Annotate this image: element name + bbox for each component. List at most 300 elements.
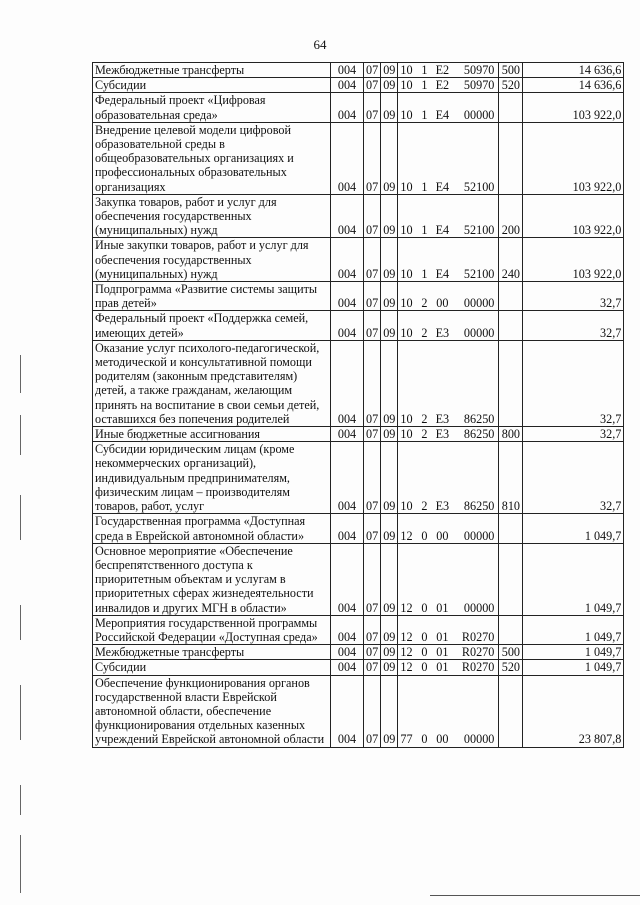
row-amount xyxy=(523,660,624,675)
row-pr xyxy=(381,63,398,78)
row-name xyxy=(93,514,331,543)
row-gr-text: 004 xyxy=(337,499,357,514)
row-program-code-part: 12 xyxy=(400,645,413,660)
row-gr xyxy=(331,238,364,282)
row-rz-text: 07 xyxy=(366,629,379,644)
row-pr xyxy=(381,427,398,442)
row-pr xyxy=(381,78,398,93)
row-program-code-part: 1 xyxy=(421,179,428,194)
page-number: 64 xyxy=(313,37,327,52)
row-gr-text: 004 xyxy=(337,63,357,77)
row-gr-text: 004 xyxy=(337,660,357,675)
row-program-code-part: R0270 xyxy=(461,660,495,675)
row-gr-text: 004 xyxy=(337,325,357,340)
row-rz-text: 07 xyxy=(366,325,379,340)
row-program-code-part: 01 xyxy=(436,645,449,660)
row-program-code-part: 50970 xyxy=(463,63,495,77)
row-pr-text: 09 xyxy=(383,645,396,660)
row-gr xyxy=(331,122,364,194)
row-pr xyxy=(381,442,398,514)
row-amount xyxy=(523,63,624,78)
row-program-code-part: 50970 xyxy=(463,78,495,93)
table-row xyxy=(93,543,624,615)
row-pr xyxy=(381,645,398,660)
table-row xyxy=(93,63,624,78)
table-row xyxy=(93,311,624,340)
row-gr xyxy=(331,78,364,93)
row-name-text: Межбюджетные трансферты xyxy=(95,63,245,77)
row-pr-text: 09 xyxy=(383,325,396,340)
row-program-code xyxy=(398,514,499,543)
row-name xyxy=(93,615,331,644)
row-program-code xyxy=(398,340,499,426)
row-program-code xyxy=(398,543,499,615)
row-gr xyxy=(331,615,364,644)
table-row xyxy=(93,660,624,675)
row-pr-text: 09 xyxy=(383,660,396,675)
row-program-code-part: E4 xyxy=(435,107,450,122)
row-program-code-part: 2 xyxy=(421,427,428,442)
row-program-code-part: 01 xyxy=(436,600,449,615)
row-name-text: Субсидии юридическим лицам (кроме некоммерческих организаций), индивидуальным предпринимателям, физическим лицам – производителям товаров, работ, услуг xyxy=(95,442,295,514)
row-pr xyxy=(381,615,398,644)
row-pr-text: 09 xyxy=(383,411,396,426)
row-vr xyxy=(499,442,523,514)
row-pr xyxy=(381,238,398,282)
row-program-code-part: 2 xyxy=(421,411,428,426)
row-program-code xyxy=(398,427,499,442)
row-name xyxy=(93,675,331,747)
row-rz xyxy=(364,645,381,660)
row-program-code-part: 1 xyxy=(421,107,428,122)
row-program-code-part: 0 xyxy=(421,629,428,644)
row-vr xyxy=(499,78,523,93)
row-pr-text: 09 xyxy=(383,732,396,747)
row-pr-text: 09 xyxy=(383,63,396,77)
row-pr xyxy=(381,675,398,747)
table-row xyxy=(93,194,624,238)
row-program-code-part: E3 xyxy=(435,499,450,514)
row-name-text: Подпрограмма «Развитие системы защиты прав детей» xyxy=(95,282,318,311)
row-name xyxy=(93,282,331,311)
row-rz xyxy=(364,93,381,122)
row-vr-text: 240 xyxy=(501,266,521,281)
row-program-code-part: E3 xyxy=(435,411,450,426)
row-pr-text: 09 xyxy=(383,179,396,194)
row-program-code-part: E3 xyxy=(435,427,450,442)
row-program-code-part: 12 xyxy=(400,629,413,644)
row-name xyxy=(93,311,331,340)
row-vr xyxy=(499,122,523,194)
table-row xyxy=(93,514,624,543)
row-vr xyxy=(499,311,523,340)
table-row xyxy=(93,93,624,122)
row-pr-text: 09 xyxy=(383,528,396,543)
row-rz-text: 07 xyxy=(366,427,379,442)
row-program-code-part: E4 xyxy=(435,179,450,194)
row-gr xyxy=(331,427,364,442)
row-rz-text: 07 xyxy=(366,179,379,194)
row-amount-text: 103 922,0 xyxy=(572,266,622,281)
row-name xyxy=(93,238,331,282)
row-amount xyxy=(523,427,624,442)
table-row xyxy=(93,675,624,747)
row-program-code-part: 2 xyxy=(421,499,428,514)
row-program-code xyxy=(398,660,499,675)
row-amount xyxy=(523,238,624,282)
table-row xyxy=(93,238,624,282)
row-program-code-part: 01 xyxy=(436,629,449,644)
row-program-code-part: 86250 xyxy=(463,411,495,426)
row-pr-text: 09 xyxy=(383,78,396,93)
row-gr-text: 004 xyxy=(337,411,357,426)
row-rz-text: 07 xyxy=(366,296,379,311)
row-program-code-part: E2 xyxy=(435,78,450,93)
row-rz-text: 07 xyxy=(366,411,379,426)
row-amount-text: 1 049,7 xyxy=(584,528,622,543)
row-program-code-part: 52100 xyxy=(463,266,495,281)
row-program-code-part: E2 xyxy=(435,63,450,77)
row-gr-text: 004 xyxy=(337,179,357,194)
row-program-code-part: 10 xyxy=(400,325,413,340)
row-pr xyxy=(381,122,398,194)
row-program-code-part: 00 xyxy=(436,296,449,311)
row-program-code-part: 0 xyxy=(421,660,428,675)
row-name-text: Основное мероприятие «Обеспечение беспрепятственного доступа к приоритетным объектам и услугам в приоритетных сферах жизнедеятельности инвалидов и других МГН в области» xyxy=(95,543,314,615)
row-rz xyxy=(364,615,381,644)
row-pr xyxy=(381,660,398,675)
row-program-code-part: 77 xyxy=(400,732,413,747)
row-gr xyxy=(331,340,364,426)
row-program-code xyxy=(398,93,499,122)
row-program-code-part: 10 xyxy=(400,63,413,77)
row-program-code-part: 00000 xyxy=(463,600,495,615)
table-row xyxy=(93,427,624,442)
row-program-code-part: R0270 xyxy=(461,629,495,644)
row-rz-text: 07 xyxy=(366,266,379,281)
row-program-code-part: 10 xyxy=(400,296,413,311)
row-program-code-part: E4 xyxy=(435,266,450,281)
row-pr-text: 09 xyxy=(383,296,396,311)
row-program-code-part: 12 xyxy=(400,660,413,675)
row-name-text: Межбюджетные трансферты xyxy=(95,645,245,660)
row-vr xyxy=(499,615,523,644)
row-vr-text: 520 xyxy=(501,78,521,93)
row-pr-text: 09 xyxy=(383,107,396,122)
row-amount xyxy=(523,543,624,615)
row-rz xyxy=(364,311,381,340)
row-name-text: Государственная программа «Доступная среда в Еврейской автономной области» xyxy=(95,514,306,543)
row-gr xyxy=(331,543,364,615)
row-name xyxy=(93,122,331,194)
row-program-code xyxy=(398,675,499,747)
row-gr-text: 004 xyxy=(337,427,357,442)
row-amount-text: 14 636,6 xyxy=(578,63,622,77)
row-gr xyxy=(331,63,364,78)
row-vr xyxy=(499,93,523,122)
row-program-code xyxy=(398,442,499,514)
row-program-code-part: E3 xyxy=(435,325,450,340)
row-amount-text: 1 049,7 xyxy=(584,660,622,675)
row-amount-text: 23 807,8 xyxy=(578,732,622,747)
row-pr-text: 09 xyxy=(383,600,396,615)
row-vr-text: 500 xyxy=(501,645,521,660)
row-name-text: Мероприятия государственной программы Российской Федерации «Доступная среда» xyxy=(95,615,318,644)
budget-table xyxy=(92,62,624,748)
row-gr-text: 004 xyxy=(337,107,357,122)
scan-margin-marks xyxy=(20,355,22,895)
row-pr-text: 09 xyxy=(383,427,396,442)
row-rz-text: 07 xyxy=(366,732,379,747)
row-pr xyxy=(381,514,398,543)
table-row xyxy=(93,340,624,426)
row-vr xyxy=(499,340,523,426)
row-vr xyxy=(499,238,523,282)
row-program-code-part: 1 xyxy=(421,78,428,93)
row-program-code-part: 2 xyxy=(421,325,428,340)
row-pr-text: 09 xyxy=(383,223,396,238)
row-amount-text: 1 049,7 xyxy=(584,629,622,644)
row-name-text: Обеспечение функционирования органов государственной власти Еврейской автономной области, обеспечение функционирования отдельных казенных учреждений Еврейской автономной области xyxy=(95,675,325,747)
row-name-text: Оказание услуг психолого-педагогической, методической и консультативной помощи родителям (законным представителям) детей, а также гражданам, желающим принять на воспитание в свои семьи детей, оставшихся без попечения родителей xyxy=(95,340,320,426)
row-amount xyxy=(523,675,624,747)
row-program-code xyxy=(398,194,499,238)
row-program-code xyxy=(398,122,499,194)
row-name-text: Иные закупки товаров, работ и услуг для обеспечения государственных (муниципальных) нужд xyxy=(95,238,309,281)
row-vr xyxy=(499,282,523,311)
table-row xyxy=(93,615,624,644)
row-amount xyxy=(523,615,624,644)
row-program-code-part: 10 xyxy=(400,179,413,194)
row-rz-text: 07 xyxy=(366,499,379,514)
row-amount xyxy=(523,442,624,514)
row-name xyxy=(93,194,331,238)
row-program-code-part: R0270 xyxy=(461,645,495,660)
row-rz xyxy=(364,63,381,78)
row-name-text: Закупка товаров, работ и услуг для обеспечения государственных (муниципальных) нужд xyxy=(95,194,277,238)
row-program-code-part: 52100 xyxy=(463,179,495,194)
row-pr xyxy=(381,282,398,311)
row-rz xyxy=(364,122,381,194)
row-rz-text: 07 xyxy=(366,78,379,93)
row-gr-text: 004 xyxy=(337,732,357,747)
row-rz xyxy=(364,675,381,747)
row-gr-text: 004 xyxy=(337,600,357,615)
row-program-code-part: 1 xyxy=(421,223,428,238)
row-rz-text: 07 xyxy=(366,107,379,122)
row-rz xyxy=(364,282,381,311)
row-program-code-part: 86250 xyxy=(463,499,495,514)
row-program-code-part: 0 xyxy=(421,528,428,543)
row-amount-text: 32,7 xyxy=(600,325,622,340)
row-name xyxy=(93,427,331,442)
row-name-text: Иные бюджетные ассигнования xyxy=(95,427,261,442)
table-row xyxy=(93,645,624,660)
row-program-code-part: 12 xyxy=(400,528,413,543)
row-gr xyxy=(331,93,364,122)
row-rz-text: 07 xyxy=(366,660,379,675)
table-row xyxy=(93,122,624,194)
row-gr xyxy=(331,675,364,747)
row-program-code-part: 2 xyxy=(421,296,428,311)
row-rz-text: 07 xyxy=(366,600,379,615)
row-program-code-part: 00000 xyxy=(463,107,495,122)
row-vr xyxy=(499,543,523,615)
row-gr-text: 004 xyxy=(337,223,357,238)
row-amount-text: 32,7 xyxy=(600,427,622,442)
row-vr xyxy=(499,645,523,660)
table-row xyxy=(93,78,624,93)
row-amount xyxy=(523,311,624,340)
row-gr xyxy=(331,282,364,311)
row-rz-text: 07 xyxy=(366,645,379,660)
row-amount-text: 1 049,7 xyxy=(584,600,622,615)
row-gr xyxy=(331,442,364,514)
row-program-code xyxy=(398,78,499,93)
row-program-code-part: 10 xyxy=(400,266,413,281)
row-amount xyxy=(523,340,624,426)
table-row xyxy=(93,282,624,311)
row-pr xyxy=(381,194,398,238)
row-rz xyxy=(364,78,381,93)
row-name xyxy=(93,442,331,514)
row-program-code-part: 10 xyxy=(400,499,413,514)
row-amount-text: 14 636,6 xyxy=(578,78,622,93)
row-rz xyxy=(364,442,381,514)
row-program-code-part: 10 xyxy=(400,78,413,93)
row-vr xyxy=(499,194,523,238)
row-pr-text: 09 xyxy=(383,266,396,281)
row-amount xyxy=(523,514,624,543)
row-program-code xyxy=(398,615,499,644)
row-program-code-part: 10 xyxy=(400,427,413,442)
row-program-code-part: 10 xyxy=(400,411,413,426)
row-gr xyxy=(331,514,364,543)
row-pr xyxy=(381,543,398,615)
row-program-code-part: E4 xyxy=(435,223,450,238)
row-program-code-part: 01 xyxy=(436,660,449,675)
row-vr-text: 810 xyxy=(501,499,521,514)
row-program-code-part: 1 xyxy=(421,266,428,281)
row-rz xyxy=(364,543,381,615)
row-name xyxy=(93,78,331,93)
row-program-code-part: 0 xyxy=(421,600,428,615)
row-rz-text: 07 xyxy=(366,528,379,543)
row-rz xyxy=(364,340,381,426)
row-name xyxy=(93,645,331,660)
row-amount xyxy=(523,194,624,238)
row-name-text: Субсидии xyxy=(95,78,147,93)
row-name xyxy=(93,543,331,615)
row-program-code-part: 00 xyxy=(436,732,449,747)
row-gr-text: 004 xyxy=(337,629,357,644)
row-name xyxy=(93,340,331,426)
row-rz-text: 07 xyxy=(366,63,379,77)
row-program-code-part: 10 xyxy=(400,223,413,238)
row-program-code xyxy=(398,63,499,78)
row-vr-text: 200 xyxy=(501,223,521,238)
row-amount-text: 103 922,0 xyxy=(572,223,622,238)
row-name xyxy=(93,93,331,122)
row-amount xyxy=(523,282,624,311)
row-program-code xyxy=(398,282,499,311)
row-name xyxy=(93,660,331,675)
row-pr-text: 09 xyxy=(383,499,396,514)
row-program-code-part: 12 xyxy=(400,600,413,615)
row-rz xyxy=(364,660,381,675)
row-pr-text: 09 xyxy=(383,629,396,644)
row-program-code-part: 0 xyxy=(421,732,428,747)
row-rz xyxy=(364,514,381,543)
row-program-code-part: 00000 xyxy=(463,732,495,747)
row-program-code xyxy=(398,238,499,282)
row-name xyxy=(93,63,331,78)
row-program-code-part: 10 xyxy=(400,107,413,122)
row-amount xyxy=(523,93,624,122)
row-vr-text: 500 xyxy=(501,63,521,77)
row-gr-text: 004 xyxy=(337,645,357,660)
row-program-code-part: 00000 xyxy=(463,325,495,340)
row-rz xyxy=(364,238,381,282)
row-gr-text: 004 xyxy=(337,296,357,311)
table-row xyxy=(93,442,624,514)
row-gr xyxy=(331,645,364,660)
row-program-code-part: 00000 xyxy=(463,296,495,311)
row-vr-text: 800 xyxy=(501,427,521,442)
row-name-text: Федеральный проект «Поддержка семей, имеющих детей» xyxy=(95,311,309,340)
row-vr-text: 520 xyxy=(501,660,521,675)
row-gr-text: 004 xyxy=(337,528,357,543)
row-name-text: Субсидии xyxy=(95,660,147,675)
row-program-code-part: 1 xyxy=(421,63,428,77)
row-program-code-part: 52100 xyxy=(463,223,495,238)
row-amount-text: 1 049,7 xyxy=(584,645,622,660)
row-program-code-part: 0 xyxy=(421,645,428,660)
row-pr xyxy=(381,311,398,340)
row-gr-text: 004 xyxy=(337,78,357,93)
scan-bottom-line xyxy=(430,895,640,896)
row-program-code-part: 00000 xyxy=(463,528,495,543)
row-name-text: Внедрение целевой модели цифровой образовательной среды в общеобразовательных организациях и профессиональных образовательных организациях xyxy=(95,122,294,194)
row-rz xyxy=(364,427,381,442)
row-amount xyxy=(523,122,624,194)
row-amount xyxy=(523,645,624,660)
row-amount-text: 103 922,0 xyxy=(572,179,622,194)
row-pr xyxy=(381,340,398,426)
row-amount xyxy=(523,78,624,93)
row-program-code-part: 86250 xyxy=(463,427,495,442)
row-program-code xyxy=(398,311,499,340)
row-pr xyxy=(381,93,398,122)
row-amount-text: 103 922,0 xyxy=(572,107,622,122)
row-vr xyxy=(499,63,523,78)
row-vr xyxy=(499,427,523,442)
row-rz-text: 07 xyxy=(366,223,379,238)
row-gr xyxy=(331,311,364,340)
row-rz xyxy=(364,194,381,238)
row-gr xyxy=(331,194,364,238)
row-vr xyxy=(499,514,523,543)
row-name-text: Федеральный проект «Цифровая образовательная среда» xyxy=(95,93,266,122)
row-amount-text: 32,7 xyxy=(600,499,622,514)
row-amount-text: 32,7 xyxy=(600,411,622,426)
row-gr xyxy=(331,660,364,675)
row-vr xyxy=(499,675,523,747)
row-amount-text: 32,7 xyxy=(600,296,622,311)
row-vr xyxy=(499,660,523,675)
row-program-code xyxy=(398,645,499,660)
row-gr-text: 004 xyxy=(337,266,357,281)
